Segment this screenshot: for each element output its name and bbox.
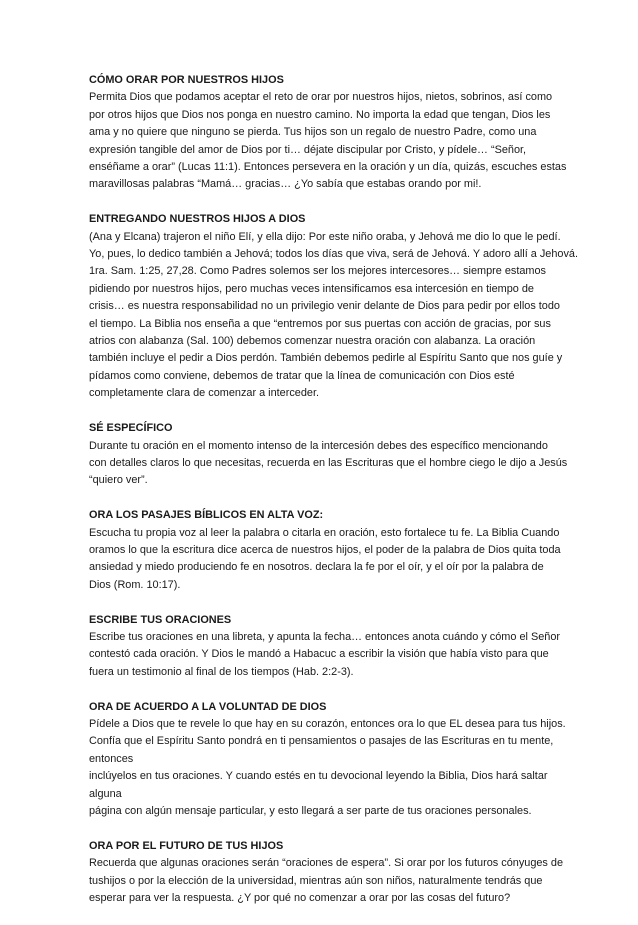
section-ora-por-el-futuro-de-tus-hijos (89, 838, 564, 908)
body-text-line: también incluye el pedir a Dios perdón. También debemos pedirle al Espíritu Santo que nos guíe y (89, 352, 563, 365)
body-text-line: Confía que el Espíritu Santo pondrá en ti pensamientos o pasajes de las Escrituras en tu mente, (89, 735, 554, 748)
body-text-line: oramos lo que la escritura dice acerca de nuestros hijos, el poder de la palabra de Dios quita toda (89, 543, 561, 556)
body-text-line: pidiendo por nuestros hijos, pero muchas veces intensificamos esa intercesión en tiempo de (89, 282, 534, 295)
section-heading: ORA POR EL FUTURO DE TUS HIJOS (89, 839, 284, 852)
body-text-line: Escucha tu propia voz al leer la palabra o citarla en oración, esto fortalece tu fe. La Biblia Cuando (89, 526, 560, 539)
body-text-line: página con algún mensaje particular, y esto llegará a ser parte de tus oraciones personales. (89, 804, 532, 817)
section-como-orar-por-nuestros-hijos (89, 72, 567, 194)
body-text-line: esperar para ver la respuesta. ¿Y por qué no comenzar a orar por las cosas del futuro? (89, 892, 511, 904)
body-text-line: entonces (89, 752, 134, 765)
body-text-line: Durante tu oración en el momento intenso de la intercesión debes des específico mencionando (89, 439, 548, 452)
section-heading: ORA DE ACUERDO A LA VOLUNTAD DE DIOS (89, 700, 327, 713)
body-text-line: alguna (89, 787, 122, 800)
body-text-line: el tiempo. La Biblia nos enseña a que “entremos por sus puertas con acción de gracias, por sus (89, 317, 551, 330)
section-heading: ENTREGANDO NUESTROS HIJOS A DIOS (89, 213, 306, 226)
section-heading: SÉ ESPECÍFICO (89, 422, 173, 435)
body-text-line: crisis… es nuestra responsabilidad no un privilegio venir delante de Dios para pedir por ellos todo (89, 300, 560, 313)
section-ora-de-acuerdo-a-la-voluntad-de-dios (89, 699, 566, 821)
body-text-line: ansiedad y miedo produciendo fe en nosotros. declara la fe por el oír, y el oír por la palabra de (89, 561, 544, 574)
section-se-especifico (89, 420, 568, 490)
body-text-line: expresión tangible del amor de Dios por ti… déjate discipular por Cristo, y pídele… “Señor, (89, 143, 527, 156)
body-text-line: Permita Dios que podamos aceptar el reto de orar por nuestros hijos, nietos, sobrinos, así como (89, 91, 553, 104)
body-text-line: (Ana y Elcana) trajeron el niño Elí, y ella dijo: Por este niño oraba, y Jehová me dio lo que le pedí. (89, 230, 561, 243)
body-text-line: inclúyelos en tus oraciones. Y cuando estés en tu devocional leyendo la Biblia, Dios hará saltar (89, 770, 548, 783)
body-text-line: “quiero ver”. (89, 474, 148, 487)
body-text-line: ama y no quiere que ninguno se pierda. Tus hijos son un regalo de nuestro Padre, como una (89, 126, 537, 139)
section-heading: ORA LOS PASAJES BÍBLICOS EN ALTA VOZ: (89, 509, 324, 522)
section-escribe-tus-oraciones (89, 612, 559, 682)
body-text-line: Escribe tus oraciones en una libreta, y apunta la fecha… entonces anota cuándo y cómo el Señor (89, 630, 561, 643)
body-text-line: atrios con alabanza (Sal. 100) debemos comenzar nuestra oración con alabanza. La oración (89, 335, 536, 348)
body-text-line: completamente clara de comenzar a interceder. (89, 387, 320, 400)
body-text-line: Pídele a Dios que te revele lo que hay en su corazón, entonces ora lo que EL desea para tus hijos. (89, 717, 566, 730)
body-text-line: por otros hijos que Dios nos ponga en nuestro camino. No importa la edad que tengan, Dios les (89, 108, 551, 121)
body-text-line: contestó cada oración. Y Dios le mandó a Habacuc a escribir la visión que había visto para que (89, 648, 549, 661)
body-text-line: pídamos como conviene, debemos de tratar que la línea de comunicación con Dios esté (89, 369, 515, 382)
body-text-line: Recuerda que algunas oraciones serán “oraciones de espera”. Si orar por los futuros cónyuges de (89, 857, 564, 870)
section-heading: ESCRIBE TUS ORACIONES (89, 613, 232, 626)
body-text-line: Dios (Rom. 10:17). (89, 578, 181, 591)
body-text-line: con detalles claros lo que necesitas, recuerda en las Escrituras que el hombre ciego le dijo a Jesús (89, 456, 568, 469)
body-text-line: Yo, pues, lo dedico también a Jehová; todos los días que viva, será de Jehová. Y adoro allí a Jehová. (89, 248, 578, 261)
document-body (89, 72, 578, 925)
section-heading: CÓMO ORAR POR NUESTROS HIJOS (89, 74, 284, 86)
body-text-line: 1ra. Sam. 1:25, 27,28. Como Padres solemos ser los mejores intercesores… siempre estamos (89, 265, 546, 278)
body-text-line: tushijos o por la elección de la universidad, mientras aún son niños, naturalmente tendrás que (89, 874, 543, 887)
body-text-line: fuera un testimonio al final de los tiempos (Hab. 2:2-3). (89, 665, 354, 678)
section-entregando-nuestros-hijos-a-dios (89, 211, 578, 402)
body-text-line: enséñame a orar” (Lucas 11:1). Entonces persevera en la oración y un día, quizás, escuches estas (89, 161, 567, 174)
body-text-line: maravillosas palabras “Mamá… gracias… ¿Yo sabía que estabas orando por mi!. (89, 178, 482, 191)
section-ora-los-pasajes-biblicos-en-alta-voz (89, 507, 559, 594)
